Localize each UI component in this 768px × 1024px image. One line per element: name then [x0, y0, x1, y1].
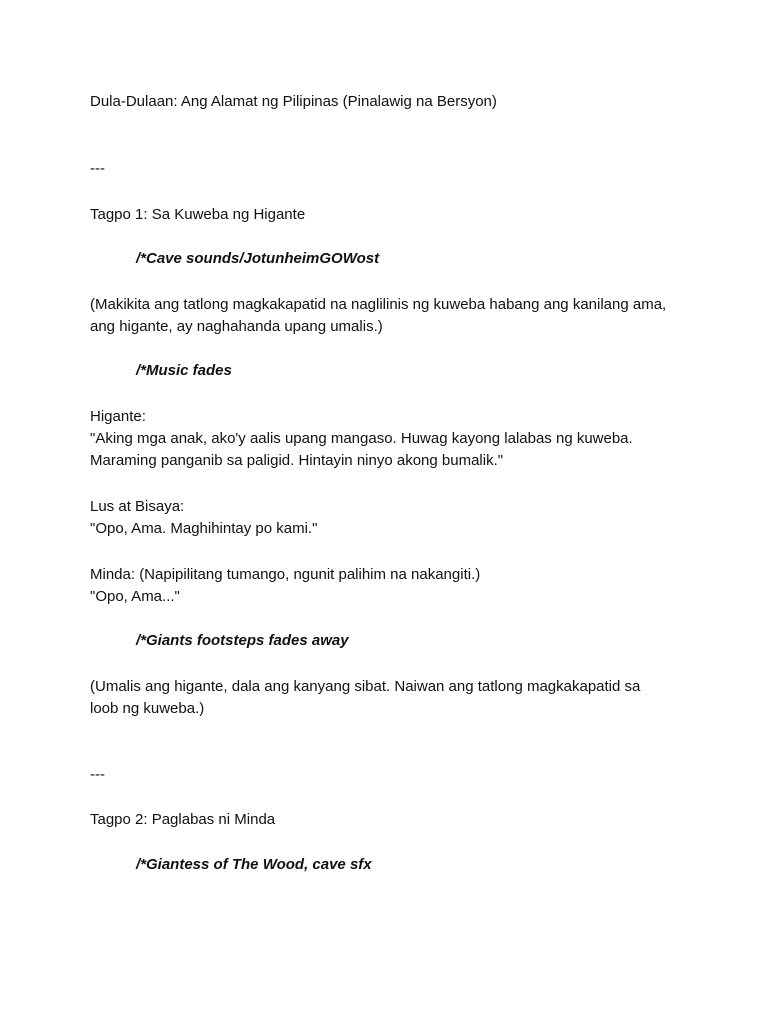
- sound-cue: /*Giants footsteps fades away: [136, 632, 349, 649]
- sound-cue: /*Music fades: [136, 362, 232, 379]
- dialogue-line: Maraming panganib sa paligid. Hintayin ninyo akong bumalik.": [90, 452, 504, 469]
- sound-cue: /*Giantess of The Wood, cave sfx: [136, 856, 372, 873]
- dialogue-line: "Opo, Ama...": [90, 588, 180, 605]
- dialogue-line: "Aking mga anak, ako'y aalis upang mangaso. Huwag kayong lalabas ng kuweba.: [90, 430, 633, 447]
- dialogue-line: "Opo, Ama. Maghihintay po kami.": [90, 520, 318, 537]
- speaker-name: Higante:: [90, 408, 146, 425]
- scene-heading: Tagpo 2: Paglabas ni Minda: [90, 811, 276, 828]
- narration-line: (Umalis ang higante, dala ang kanyang sibat. Naiwan ang tatlong magkakapatid sa: [90, 678, 641, 695]
- scene-heading: Tagpo 1: Sa Kuweba ng Higante: [90, 206, 306, 223]
- speaker-name: Lus at Bisaya:: [90, 498, 185, 515]
- narration-line: ang higante, ay naghahanda upang umalis.): [90, 318, 383, 335]
- document-title: Dula-Dulaan: Ang Alamat ng Pilipinas (Pinalawig na Bersyon): [90, 93, 497, 110]
- speaker-line: Minda: (Napipilitang tumango, ngunit palihim na nakangiti.): [90, 566, 481, 583]
- narration-line: loob ng kuweba.): [90, 700, 205, 717]
- separator: ---: [90, 766, 105, 783]
- narration-line: (Makikita ang tatlong magkakapatid na naglilinis ng kuweba habang ang kanilang ama,: [90, 296, 667, 313]
- separator: ---: [90, 160, 105, 177]
- sound-cue: /*Cave sounds/JotunheimGOWost: [136, 250, 380, 267]
